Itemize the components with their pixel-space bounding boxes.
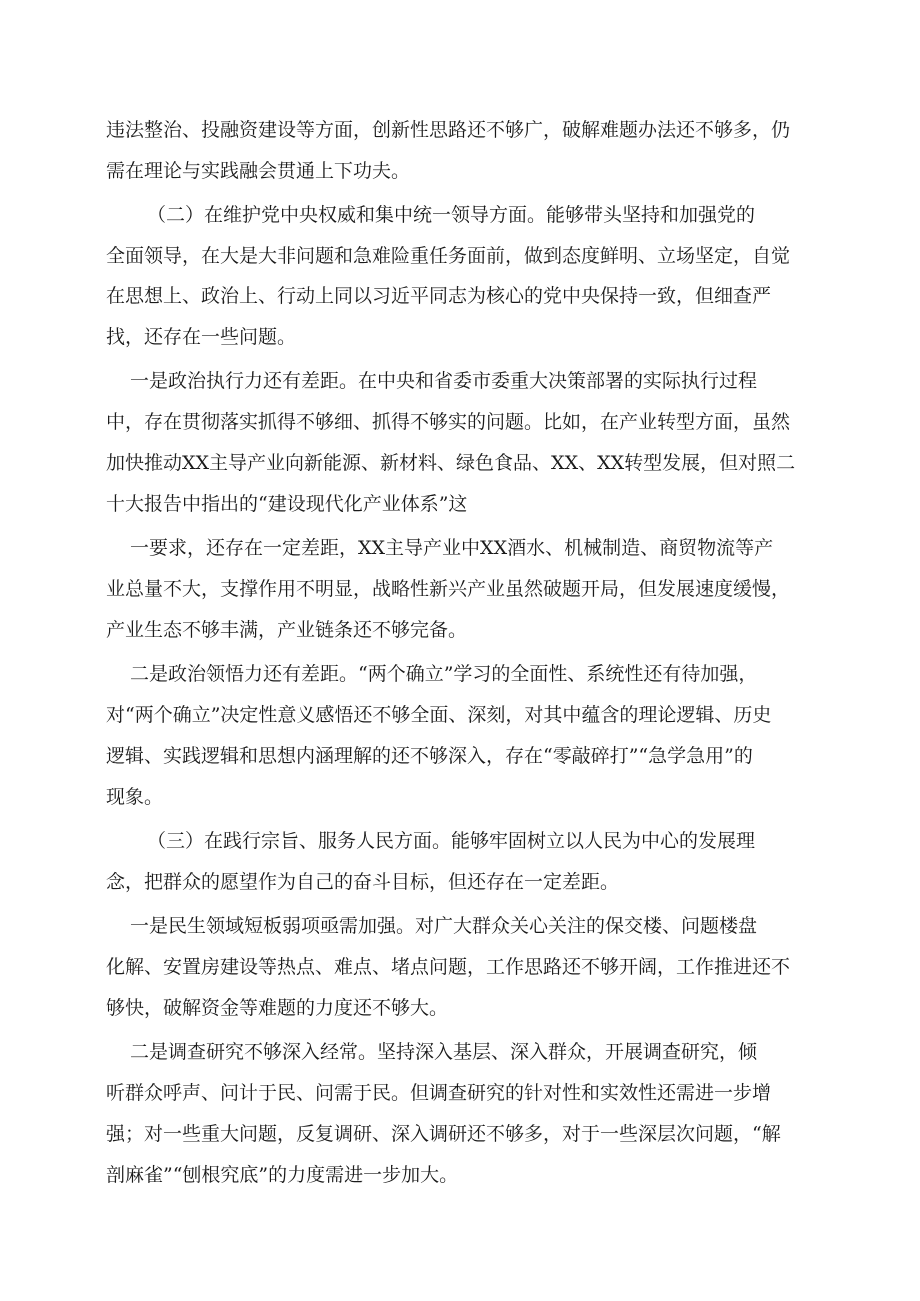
text-line: 一是政治执行力还有差距。在中央和省委市委重大决策部署的实际执行过程 [130,370,758,392]
text-line: 十大报告中指出的“建设现代化产业体系”这 [106,493,468,515]
text-line: 听群众呼声、问计于民、问需于民。但调查研究的针对性和实效性还需进一步增 [106,1082,772,1104]
text-line: 化解、安置房建设等热点、难点、堵点问题，工作思路还不够开阔，工作推进还不 [106,956,791,978]
text-line: 二是政治领悟力还有差距。“两个确立”学习的全面性、系统性还有待加强， [130,663,758,685]
text-line: 二是调查研究不够深入经常。坚持深入基层、深入群众，开展调查研究，倾 [130,1041,758,1063]
text-line: 在思想上、政治上、行动上同以习近平同志为核心的党中央保持一致，但细查严 [106,285,772,307]
text-line: 找，还存在一些问题。 [106,326,297,348]
text-line: 一是民生领域短板弱项亟需加强。对广大群众关心关注的保交楼、问题楼盘 [130,915,758,937]
text-line: 念，把群众的愿望作为自己的奋斗目标，但还存在一定差距。 [106,871,620,893]
text-line: 逻辑、实践逻辑和思想内涵理解的还不够深入，存在“零敲碎打”“急学急用”的 [106,745,753,767]
text-line: 强；对一些重大问题，反复调研、深入调研还不够多，对于一些深层次问题，“解 [106,1123,781,1145]
section-heading-line: （三）在践行宗旨、服务人民方面。能够牢固树立以人民为中心的发展理 [147,830,756,852]
text-line: 全面领导，在大是大非问题和急难险重任务面前，做到态度鲜明、立场坚定，自觉 [106,245,791,267]
text-line: 剖麻雀”“刨根究底”的力度需进一步加大。 [106,1164,459,1186]
text-line: 需在理论与实践融会贯通上下功夫。 [106,160,411,182]
text-line: 中，存在贯彻落实抓得不够细、抓得不够实的问题。比如，在产业转型方面，虽然 [106,411,791,433]
text-line: 违法整治、投融资建设等方面，创新性思路还不够广，破解难题办法还不够多，仍 [106,119,791,141]
text-line: 加快推动XX主导产业向新能源、新材料、绿色食品、XX、XX转型发展，但对照二 [106,452,796,474]
text-line: 现象。 [106,786,164,808]
text-line: 业总量不大，支撑作用不明显，战略性新兴产业虽然破题开局，但发展速度缓慢， [106,578,791,600]
text-line: 产业生态不够丰满，产业链条还不够完备。 [106,619,468,641]
text-line: 够快，破解资金等难题的力度还不够大。 [106,997,449,1019]
text-line: 对“两个确立”决定性意义感悟还不够全面、深刻，对其中蕴含的理论逻辑、历史 [106,704,772,726]
section-heading-line: （二）在维护党中央权威和集中统一领导方面。能够带头坚持和加强党的 [147,204,756,226]
text-line: 一要求，还存在一定差距，XX主导产业中XX酒水、机械制造、商贸物流等产 [130,537,774,559]
